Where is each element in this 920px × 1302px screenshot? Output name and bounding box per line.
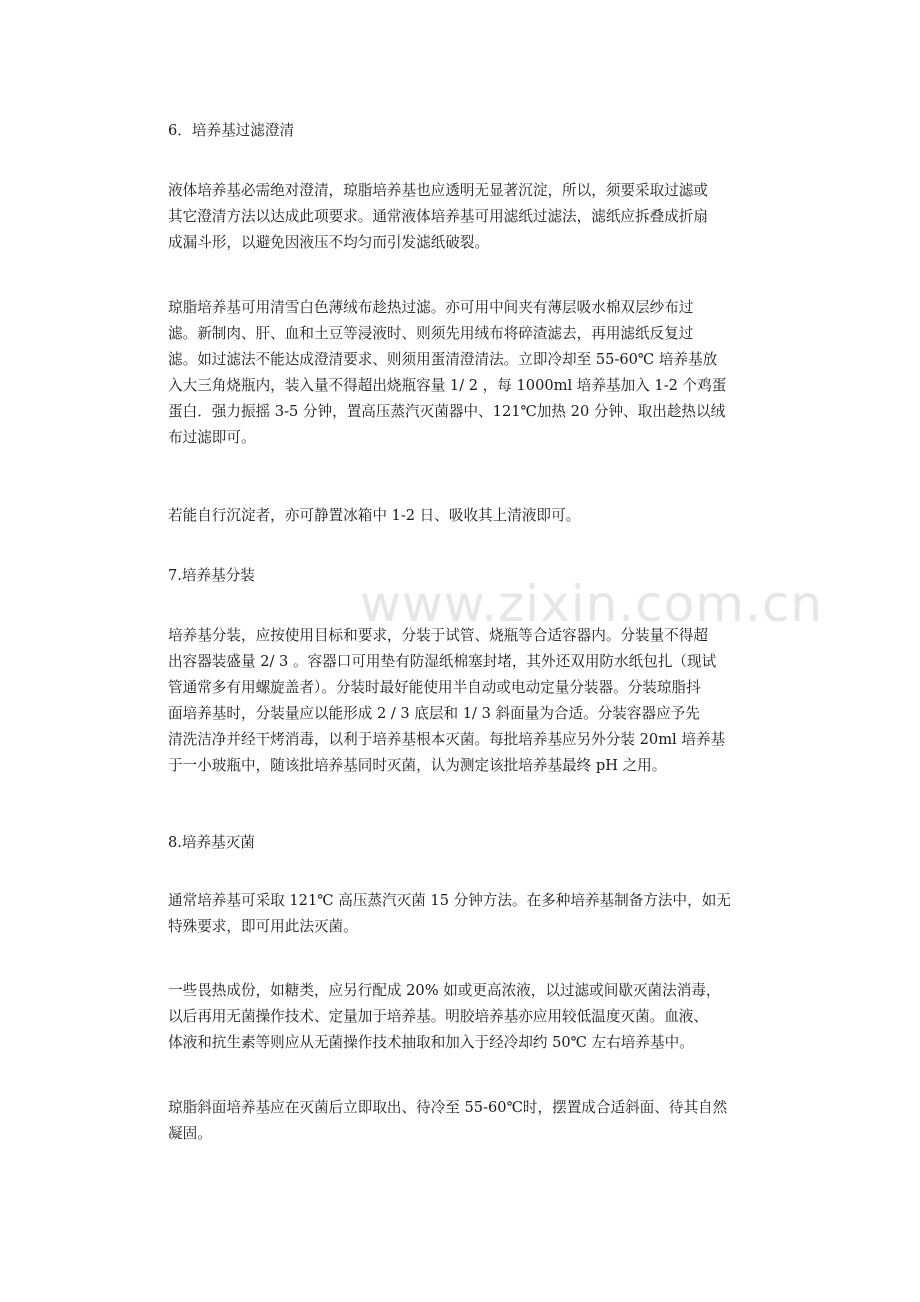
- text-line: 通常培养基可采取 121℃ 高压蒸汽灭菌 15 分钟方法。在多种培养基制备方法中，如无: [168, 892, 731, 909]
- text-line: 特殊要求，即可用此法灭菌。: [168, 918, 358, 935]
- text-line: 培养基分装，应按使用目标和要求，分装于试管、烧瓶等合适容器内。分装量不得超: [168, 627, 708, 644]
- text-line: 于一小玻瓶中，随该批培养基同时灭菌，认为测定该批培养基最终 pH 之用。: [168, 757, 667, 774]
- text-line: 面培养基时，分装量应以能形成 2 / 3 底层和 1/ 3 斜面量为合适。分装容器应予先: [168, 705, 700, 722]
- text-line: 凝固。: [168, 1125, 212, 1142]
- section-8-heading: 8.培养基灭菌: [168, 834, 255, 851]
- section-8-paragraph-1: [168, 888, 784, 940]
- section-7-heading: 7.培养基分装: [168, 567, 255, 584]
- text-line: 若能自行沉淀者，亦可静置冰箱中 1-2 日、吸收其上清液即可。: [168, 507, 581, 524]
- section-6-heading: 6．培养基过滤澄清: [168, 122, 295, 139]
- section-6-paragraph-1: [168, 178, 784, 256]
- text-line: 体液和抗生素等则应从无菌操作技术抽取和加入于经冷却约 50℃ 左右培养基中。: [168, 1034, 694, 1051]
- text-line: 入大三角烧瓶内，装入量不得超出烧瓶容量 1/ 2 ，每 1000ml 培养基加入 1-2 个鸡蛋: [168, 377, 727, 394]
- text-line: 琼脂斜面培养基应在灭菌后立即取出、待冷至 55-60℃时，摆置成合适斜面、待其自然: [168, 1099, 728, 1116]
- text-line: 以后再用无菌操作技术、定量加于培养基。明胶培养基亦应用较低温度灭菌。血液、: [168, 1008, 708, 1025]
- text-line: 其它澄清方法以达成此项要求。通常液体培养基可用滤纸过滤法，滤纸应拆叠成折扇: [168, 208, 708, 225]
- text-line: 琼脂培养基可用清雪白色薄绒布趁热过滤。亦可用中间夹有薄层吸水棉双层纱布过: [168, 299, 694, 316]
- text-line: 布过滤即可。: [168, 429, 256, 446]
- text-line: 液体培养基必需绝对澄清，琼脂培养基也应透明无显著沉淀，所以，须要采取过滤或: [168, 182, 708, 199]
- text-line: 一些畏热成份，如糖类，应另行配成 20% 如或更高浓液，以过滤或间歇灭菌法消毒，: [168, 982, 721, 999]
- section-7-paragraph-1: [168, 623, 784, 779]
- text-line: 蛋白．强力振摇 3-5 分钟，置高压蒸汽灭菌器中、121℃加热 20 分钟、取出趁热以绒: [168, 403, 726, 420]
- watermark: www.zixin.com.cn: [360, 575, 824, 633]
- text-line: 滤。如过滤法不能达成澄清要求、则须用蛋清澄清法。立即冷却至 55-60℃ 培养基放: [168, 351, 718, 368]
- section-8-paragraph-3: [168, 1095, 784, 1147]
- text-line: 成漏斗形，以避免因液压不均匀而引发滤纸破裂。: [168, 234, 490, 251]
- text-line: 出容器装盛量 2/ 3 。容器口可用垫有防湿纸棉塞封堵，其外还双用防水纸包扎（现试: [168, 653, 717, 670]
- text-line: 管通常多有用螺旋盖者）。分装时最好能使用半自动或电动定量分装器。分装琼脂抖: [168, 679, 701, 696]
- section-6-paragraph-2: [168, 295, 784, 451]
- text-line: 清洗洁净并经干烤消毒，以利于培养基根本灭菌。每批培养基应另外分装 20ml 培养基: [168, 731, 726, 748]
- text-line: 滤。新制肉、肝、血和土豆等浸液时、则须先用绒布将碎渣滤去，再用滤纸反复过: [168, 325, 694, 342]
- section-6-paragraph-3: [168, 503, 784, 529]
- section-8-paragraph-2: [168, 978, 784, 1056]
